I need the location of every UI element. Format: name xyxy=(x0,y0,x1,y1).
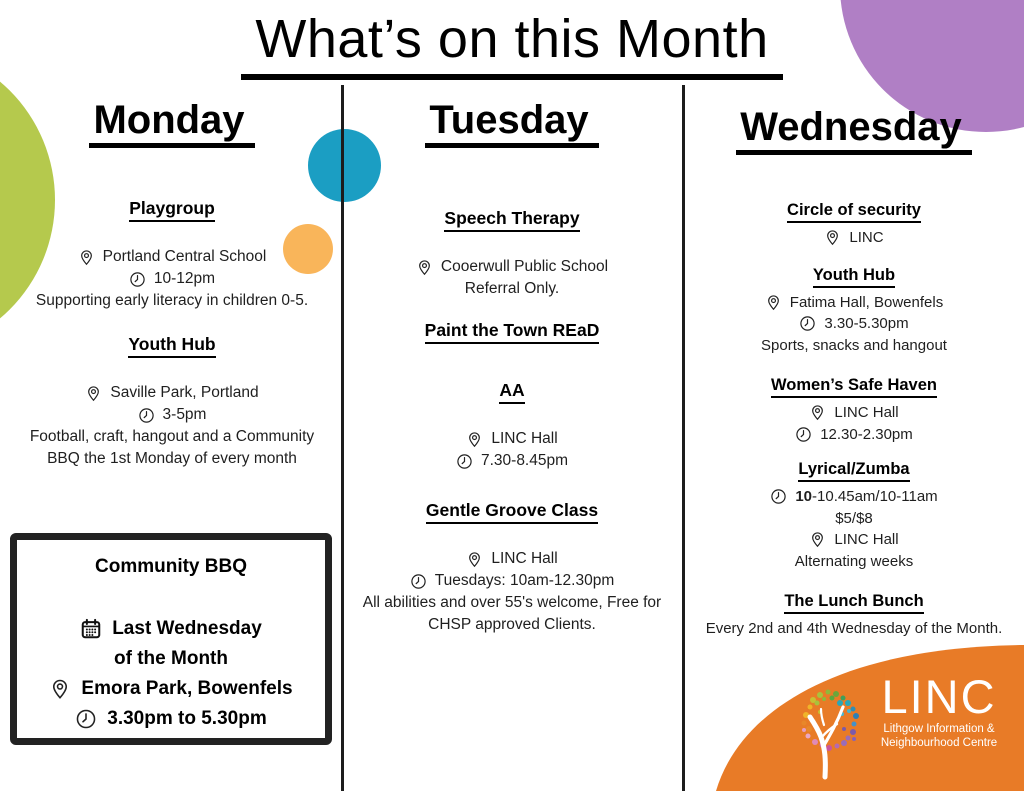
event-location-line xyxy=(690,227,1018,249)
event-note: Supporting early literacy in children 0-5. xyxy=(35,292,309,309)
event-title-youth-hub-wed: Youth Hub xyxy=(690,266,1018,288)
event-title-the-lunch-bunch: The Lunch Bunch xyxy=(690,592,1018,614)
wednesday-column xyxy=(690,105,1018,640)
event-time: 10-12pm xyxy=(153,270,216,287)
event-location-line xyxy=(352,548,672,570)
location-pin-icon xyxy=(824,229,841,246)
location-pin-icon xyxy=(416,259,433,276)
event-time-line xyxy=(12,268,332,290)
bbq-date-line-2: of the Month xyxy=(114,648,228,669)
location-pin-icon xyxy=(466,431,483,448)
tuesday-heading: Tuesday xyxy=(352,98,672,148)
event-location: Saville Park, Portland xyxy=(110,384,259,401)
location-pin-icon xyxy=(85,385,102,402)
event-note: Referral Only. xyxy=(464,280,560,297)
location-pin-icon xyxy=(809,531,826,548)
location-pin-icon xyxy=(466,551,483,568)
bbq-date-line xyxy=(17,614,325,644)
event-title-speech-therapy: Speech Therapy xyxy=(352,208,672,232)
clock-icon xyxy=(456,453,473,470)
clock-icon xyxy=(795,426,812,443)
event-location-line xyxy=(352,428,672,450)
event-time: 12.30-2.30pm xyxy=(820,425,913,443)
event-title-playgroup: Playgroup xyxy=(12,198,332,222)
event-location-line xyxy=(12,246,332,268)
bbq-location: Emora Park, Bowenfels xyxy=(81,678,293,699)
event-time-line xyxy=(690,486,1018,508)
event-time: 7.30-8.45pm xyxy=(480,452,569,469)
event-location-line xyxy=(690,292,1018,314)
event-note: Football, craft, hangout and a Community BBQ the 1st Monday of every month xyxy=(29,428,315,467)
event-location-line xyxy=(690,402,1018,424)
event-location: LINC Hall xyxy=(834,404,899,421)
bbq-time-line xyxy=(17,704,325,734)
event-location: Cooerwull Public School xyxy=(440,258,609,275)
event-location: Portland Central School xyxy=(102,248,267,265)
bbq-date-text: Last Wednesday xyxy=(112,618,262,639)
event-note: Every 2nd and 4th Wednesday of the Month. xyxy=(705,620,1003,637)
linc-tagline-line1: Lithgow Information & xyxy=(883,723,995,735)
event-location-line xyxy=(690,529,1018,551)
tuesday-column xyxy=(352,98,672,636)
event-time-line xyxy=(12,404,332,426)
event-title-womens-safe-haven: Women’s Safe Haven xyxy=(690,376,1018,398)
monday-heading: Monday xyxy=(12,98,332,148)
wednesday-heading: Wednesday xyxy=(690,105,1018,155)
location-pin-icon xyxy=(809,404,826,421)
location-pin-icon xyxy=(78,249,95,266)
monday-column xyxy=(12,98,332,470)
clock-icon xyxy=(129,271,146,288)
event-title-paint-the-town-read: Paint the Town REaD xyxy=(352,320,672,344)
linc-logo-dome xyxy=(684,641,1024,791)
event-location: LINC Hall xyxy=(491,550,558,567)
event-location: LINC Hall xyxy=(491,430,558,447)
event-location-line xyxy=(352,256,672,278)
bbq-location-line xyxy=(17,674,325,704)
calendar-icon xyxy=(80,618,102,640)
event-title-circle-of-security: Circle of security xyxy=(690,201,1018,223)
clock-icon xyxy=(410,573,427,590)
event-note: All abilities and over 55's welcome, Free for CHSP approved Clients. xyxy=(362,594,662,633)
clock-icon xyxy=(770,488,787,505)
bbq-time: 3.30pm to 5.30pm xyxy=(107,708,267,729)
event-time: 3.30-5.30pm xyxy=(824,315,909,332)
linc-tree-logo-icon xyxy=(796,685,866,780)
event-note: Alternating weeks xyxy=(794,552,914,570)
event-title-aa: AA xyxy=(352,380,672,404)
event-price: $5/$8 xyxy=(835,509,873,527)
event-location-line xyxy=(12,382,332,404)
event-time-line xyxy=(352,570,672,592)
event-location: LINC Hall xyxy=(834,531,899,548)
clock-icon xyxy=(138,407,155,424)
event-time: 10-10.45am/10-11am xyxy=(795,488,938,505)
event-title-gentle-groove-class: Gentle Groove Class xyxy=(352,500,672,524)
community-bbq-box xyxy=(10,533,332,745)
event-title-lyrical-zumba: Lyrical/Zumba xyxy=(690,460,1018,482)
event-location: Fatima Hall, Bowenfels xyxy=(789,293,944,311)
event-time-line xyxy=(352,450,672,472)
column-divider-left xyxy=(341,85,344,791)
location-pin-icon xyxy=(49,678,71,700)
event-time-line xyxy=(690,313,1018,335)
event-time: 3-5pm xyxy=(162,406,207,423)
event-location: LINC xyxy=(849,229,884,246)
linc-logo-wordmark: LINC xyxy=(881,670,997,723)
bbq-title: Community BBQ xyxy=(95,556,247,577)
clock-icon xyxy=(75,708,97,730)
event-time-line xyxy=(690,424,1018,446)
event-note: Sports, snacks and hangout xyxy=(761,336,947,354)
event-title-youth-hub: Youth Hub xyxy=(12,334,332,358)
clock-icon xyxy=(799,315,816,332)
page-title: What’s on this Month xyxy=(241,8,782,80)
linc-tagline-line2: Neighbourhood Centre xyxy=(880,737,998,749)
location-pin-icon xyxy=(765,294,782,311)
event-time: Tuesdays: 10am-12.30pm xyxy=(434,572,615,589)
